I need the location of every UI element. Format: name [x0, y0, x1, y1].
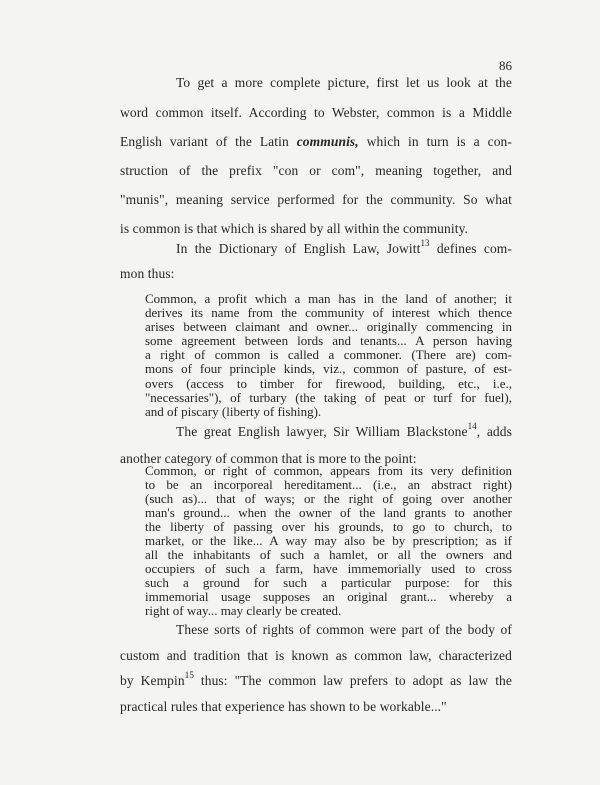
- latin-term: communis,: [296, 134, 359, 149]
- text-span: In the Dictionary of English Law, Jowitt: [176, 241, 421, 256]
- quote-line: and of piscary (liberty of fishing).: [145, 404, 322, 419]
- footnote-marker: 13: [420, 238, 430, 248]
- text-span: defines com-: [429, 241, 512, 256]
- quote-line: market, or the like... A way may also be by prescription; as if: [145, 533, 512, 548]
- quote-line: Common, a profit which a man has in the land of another; it: [145, 291, 512, 306]
- text-line: is common is that which is shared by all within the community.: [120, 221, 469, 236]
- text-span: which in turn is a con-: [366, 134, 512, 149]
- text-line: struction of the prefix "con or com", meaning together, and: [120, 163, 512, 178]
- quote-line: such a ground for such a particular purpose: for this: [145, 575, 512, 590]
- text-line: [176, 238, 512, 257]
- quote-line: the liberty of passing over his grounds, to go to church, to: [145, 519, 512, 534]
- text-line: another category of common that is more to the point:: [120, 451, 417, 466]
- page-number: 86: [499, 58, 512, 73]
- quote-line: "necessaries"), of turbary (the taking of peat or turf for fuel),: [145, 390, 512, 405]
- quote-line: overs (access to timber for firewood, building, etc., i.e.,: [145, 376, 512, 391]
- quote-line: (such as)... that of ways; or the right of going over another: [145, 491, 512, 506]
- footnote-marker: 15: [184, 670, 194, 680]
- quote-line: right of way... may clearly be created.: [145, 603, 342, 618]
- quote-line: derives its name from the community of interest which thence: [145, 305, 512, 320]
- text-line: word common itself. According to Webster, common is a Middle: [120, 105, 512, 120]
- text-span: English variant of the Latin: [120, 134, 289, 149]
- text-line: practical rules that experience has shown to be workable...": [120, 699, 447, 714]
- text-line: [120, 134, 512, 150]
- text-line: [176, 421, 512, 440]
- text-span: The great English lawyer, Sir William Blackstone: [176, 424, 468, 439]
- text-span: , adds: [476, 424, 512, 439]
- quote-line: mons of four principle kinds, viz., common of pasture, of est-: [145, 361, 512, 376]
- footnote-marker: 14: [467, 421, 477, 431]
- text-line: These sorts of rights of common were part of the body of: [176, 622, 512, 637]
- text-line: mon thus:: [120, 266, 175, 281]
- quote-line: to be an incorporeal hereditament... (i.e., an abstract right): [145, 477, 512, 492]
- text-line: To get a more complete picture, first let us look at the: [176, 75, 512, 90]
- text-line: "munis", meaning service performed for the community. So what: [120, 192, 512, 207]
- text-line: [120, 670, 512, 689]
- text-span: by Kempin: [120, 673, 185, 688]
- quote-line: a right of common is called a commoner. (There are) com-: [145, 347, 512, 362]
- quote-line: man's ground... when the owner of the land grants to another: [145, 505, 512, 520]
- quote-line: arises between claimant and owner... originally commencing in: [145, 319, 512, 334]
- text-line: custom and tradition that is known as common law, characterized: [120, 648, 512, 663]
- quote-line: occupiers of such a farm, have immemorially used to cross: [145, 561, 512, 576]
- quote-line: immemorial usage supposes an original grant... whereby a: [145, 589, 512, 604]
- quote-line: Common, or right of common, appears from its very definition: [145, 463, 512, 478]
- quote-line: all the inhabitants of such a hamlet, or all the owners and: [145, 547, 512, 562]
- quote-line: some agreement between lords and tenants... A person having: [145, 333, 512, 348]
- text-span: thus: "The common law prefers to adopt as law the: [193, 673, 512, 688]
